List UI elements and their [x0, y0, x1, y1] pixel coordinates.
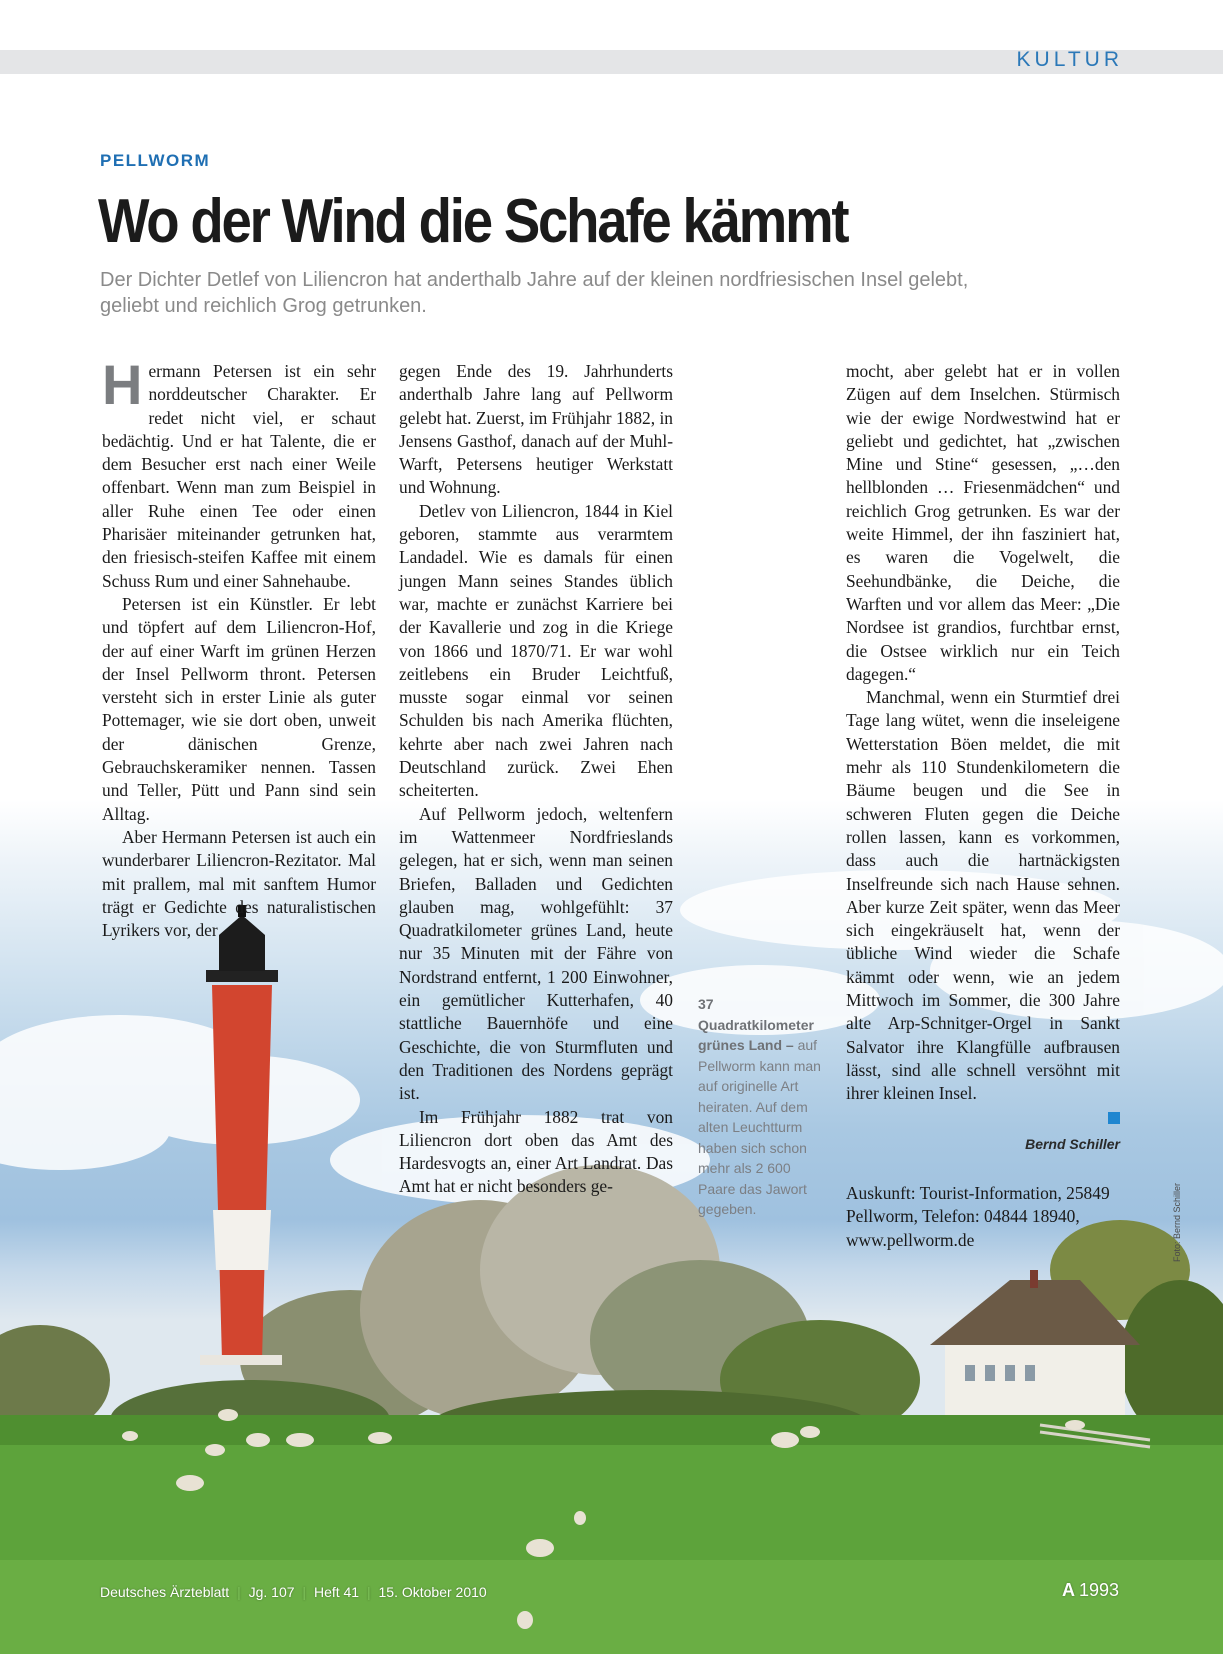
drop-cap: H [102, 353, 143, 416]
article-author: Bernd Schiller [1025, 1136, 1120, 1152]
photo-caption [698, 994, 826, 1220]
paragraph: Petersen ist ein Künstler. Er lebt und töpfert auf dem Liliencron-Hof, der auf einer Warft im grünen Herzen der Insel Pellworm thront. Petersen versteht sich in erster Linie als guter Pottemager, wie sie dort oben, unweit der dänischen Grenze, Gebrauchskeramiker nennen. Tassen und Teller, Pütt und Pann sind sein Alltag. [102, 593, 376, 824]
journal-issue: Heft 41 [313, 1584, 360, 1600]
journal-name: Deutsches Ärzteblatt [100, 1584, 230, 1600]
end-mark-icon [1108, 1112, 1120, 1124]
article-standfirst: Der Dichter Detlef von Liliencron hat anderthalb Jahre auf der kleinen nordfriesischen Insel gelebt, geliebt und reichlich Grog getrunken. [100, 269, 969, 317]
paragraph: mocht, aber gelebt hat er in vollen Zügen auf dem Inselchen. Stürmisch wie der ewige Nordwestwind hat er geliebt und gedichtet, hat „zwischen Mine und Stine“ gesessen, „…den hellblonden … Friesenmädchen“ und reichlich Grog getrunken. Es war der weite Himmel, der ihn fasziniert hat, es waren die Vogelwelt, die Seehundbänke, die Deiche, die Warften und vor allem das Meer: „Die Nordsee ist grandios, furchtbar ernst, die Ostsee wirklich nur ein Teich dagegen.“ [846, 361, 1120, 684]
caption-text: auf Pellworm kann man auf originelle Art heiraten. Auf dem alten Leuchtturm haben sich schon mehr als 2 600 Paare das Jawort gegeben. [698, 1037, 821, 1217]
page-prefix: A [1061, 1580, 1075, 1600]
caption-lead: 37 Quadratkilometer grünes Land – [698, 996, 814, 1053]
article-column-3 [846, 360, 1120, 1124]
footer-separator: | [366, 1584, 371, 1600]
page-footer [100, 1584, 487, 1600]
journal-volume: Jg. 107 [248, 1584, 295, 1600]
paragraph: Aber Hermann Petersen ist auch ein wunderbarer Liliencron-Rezitator. Mal mit prallem, mal mit sanftem Humor trägt er Gedichte des naturalistischen Lyrikers vor, der [102, 826, 376, 941]
paragraph: ermann Petersen ist ein sehr norddeutscher Charakter. Er redet nicht viel, er schaut bedächtig. Und er hat Talente, die er dem Besucher erst nach einer Weile offenbart. Wenn man zum Beispiel in aller Ruhe einen Tee oder einen Pharisäer miteinander getrunken hat, den friesisch-steifen Kaffee mit einem Schuss Rum und einer Sahnehaube. [102, 361, 376, 591]
article-column-2 [399, 360, 673, 1199]
paragraph: Im Frühjahr 1882 trat von Liliencron dort oben das Amt des Hardesvogts an, einer Art Landrat. Das Amt hat er nicht besonders ge- [399, 1106, 673, 1197]
paragraph: Manchmal, wenn ein Sturmtief drei Tage lang wütet, wenn die inseleigene Wetterstation Böen meldet, die mit mehr als 110 Stundenkilometern die Bäume beugen und die See in schweren Fluten gegen die Deiche rollen lassen, kann es vorkommen, dass auch die hartnäckigsten Inselfreunde sich nach Hause sehnen. Aber kurze Zeit später, wenn das Meer sich eingekräuselt hat, wenn der übliche Wind wieder die Schafe kämmt oder wenn, wie an jedem Mittwoch im Sommer, die 300 Jahre alte Arp-Schnitger-Orgel in Sankt Salvator ihre Klangfülle aufbrausen lässt, sind alle schnell versöhnt mit ihrer kleinen Insel. [846, 687, 1120, 1104]
footer-separator: | [237, 1584, 241, 1600]
paragraph: Detlev von Liliencron, 1844 in Kiel geboren, stammte aus verarmtem Landadel. Wie es damals für einen jungen Mann seines Standes üblich war, machte er zunächst Karriere bei der Kavallerie und zog in die Kriege von 1866 und 1870/71. Er war wohl zeitlebens ein Bruder Leichtfuß, musste sogar einmal vor seinen Schulden bis nach Amerika flüchten, kehrte aber nach zwei Jahren nach Deutschland zurück. Zwei Ehen scheiterten. [399, 500, 673, 801]
footer-separator: | [302, 1584, 307, 1600]
paragraph: Auf Pellworm jedoch, weltenfern im Wattenmeer Nordfrieslands gelegen, hat er sich, wenn man seinen Briefen, Balladen und Gedichten glauben mag, wohlgefühlt: 37 Quadratkilometer grünes Land, heute nur 35 Minuten mit der Fähre von Nordstrand entfernt, 1 200 Einwohner, ein gemütlicher Kutterhafen, 40 stattliche Bauernhöfe und eine Geschichte, die von Sturmfluten und den Traditionen des Nordens geprägt ist. [399, 803, 673, 1104]
section-rubric: KULTUR [1016, 48, 1123, 71]
article-kicker: PELLWORM [100, 151, 211, 170]
page-number [1062, 1580, 1119, 1601]
article-headline: Wo der Wind die Schafe kämmt [98, 187, 848, 256]
photo-credit: Foto: Bernd Schiller [1172, 1182, 1182, 1262]
article-column-1 [102, 353, 376, 942]
page-number-value: 1993 [1078, 1580, 1119, 1600]
tourist-info: Auskunft: Tourist-Information, 25849 Pellworm, Telefon: 04844 18940, www.pellworm.de [846, 1183, 1110, 1250]
journal-date: 15. Oktober 2010 [378, 1584, 487, 1600]
paragraph: gegen Ende des 19. Jahrhunderts anderthalb Jahre lang auf Pellworm gelebt hat. Zuerst, im Frühjahr 1882, in Jensens Gasthof, danach auf der Muhl-Warft, Petersens heutiger Werkstatt und Wohnung. [399, 361, 673, 498]
